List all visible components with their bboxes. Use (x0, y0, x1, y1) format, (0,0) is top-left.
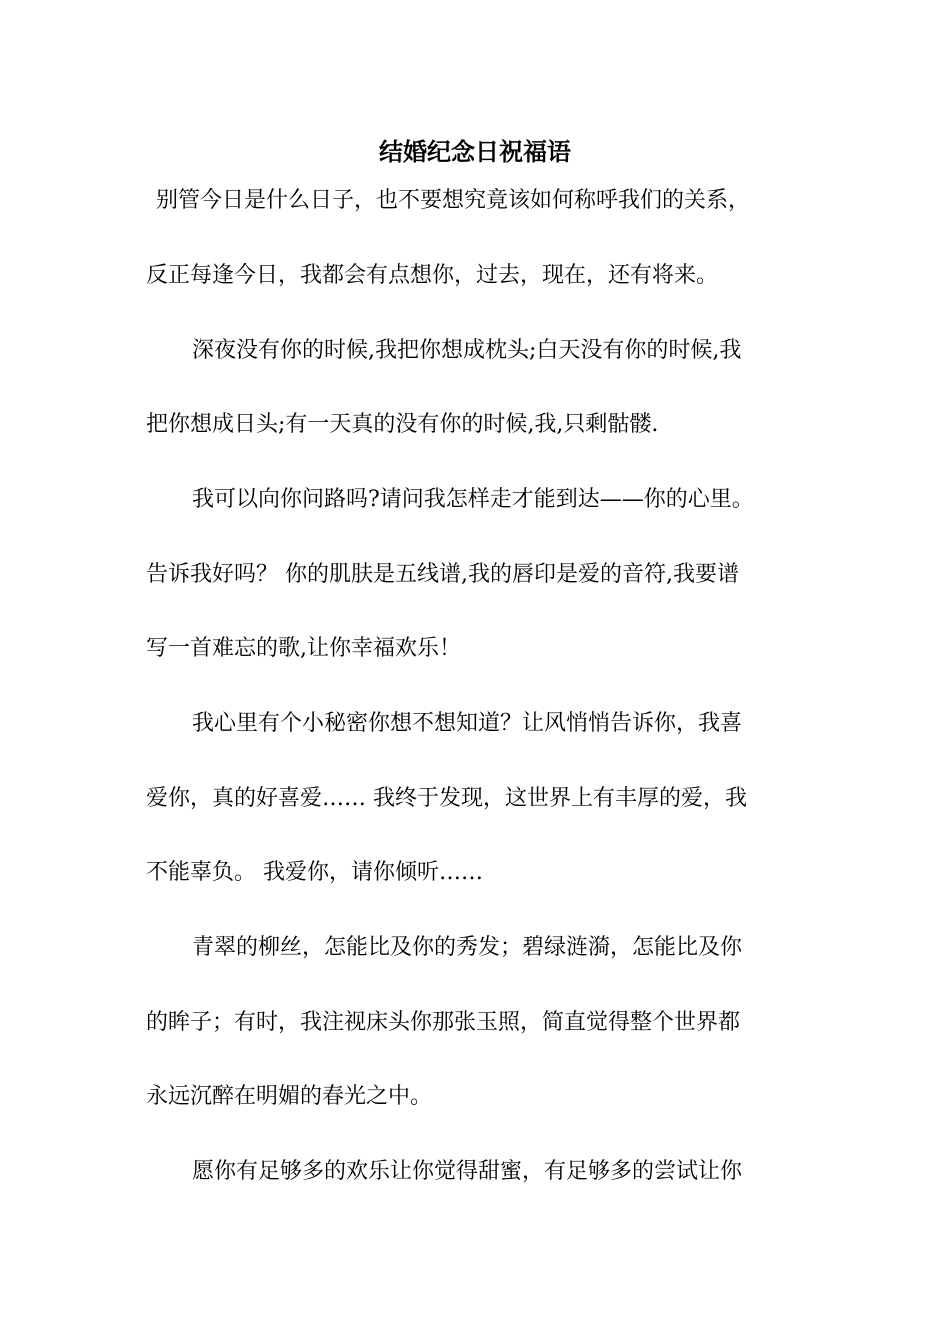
document-title: 结婚纪念日祝福语 (379, 137, 571, 166)
paragraph-3-line-3: 写一首难忘的歌,让你幸福欢乐！ (146, 636, 461, 661)
paragraph-1-line-1: 别管今日是什么日子，也不要想究竟该如何称呼我们的关系， (156, 188, 751, 213)
paragraph-2-line-1: 深夜没有你的时候,我把你想成枕头;白天没有你的时候,我 (192, 338, 742, 363)
paragraph-6-line-1: 愿你有足够多的欢乐让你觉得甜蜜，有足够多的尝试让你 (192, 1159, 743, 1184)
paragraph-5-line-3: 永远沉醉在明媚的春光之中。 (146, 1084, 433, 1109)
paragraph-1-line-2: 反正每逢今日，我都会有点想你，过去，现在，还有将来。 (146, 263, 719, 288)
paragraph-4-line-2: 爱你，真的好喜爱…… 我终于发现，这世界上有丰厚的爱，我 (146, 786, 747, 811)
paragraph-2-line-2: 把你想成日头;有一天真的没有你的时候,我,只剩骷髅. (146, 412, 659, 437)
paragraph-5-line-2: 的眸子；有时，我注视床头你那张玉照，简直觉得整个世界都 (146, 1010, 741, 1035)
paragraph-3-line-2: 告诉我好吗？ 你的肌肤是五线谱,我的唇印是爱的音符,我要谱 (146, 562, 739, 587)
paragraph-3-line-1: 我可以向你问路吗?请问我怎样走才能到达——你的心里。 (192, 487, 754, 512)
paragraph-4-line-3: 不能辜负。 我爱你，请你倾听…… (146, 860, 483, 885)
paragraph-4-line-1: 我心里有个小秘密你想不想知道？让风悄悄告诉你，我喜 (192, 711, 743, 736)
paragraph-5-line-1: 青翠的柳丝，怎能比及你的秀发；碧绿涟漪，怎能比及你 (192, 935, 743, 960)
